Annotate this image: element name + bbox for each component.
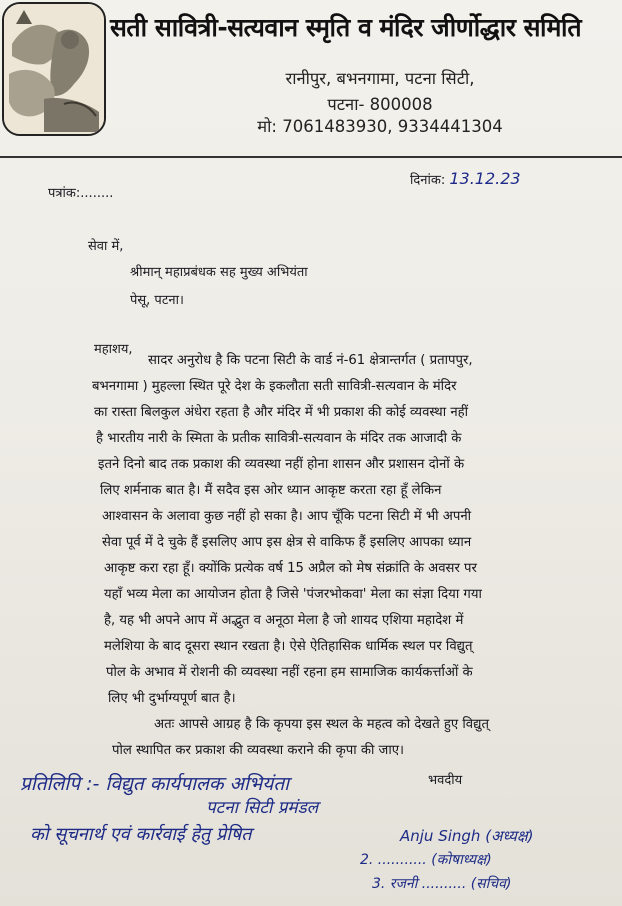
date-label (410, 169, 521, 188)
body-line: पोल के अभाव में रोशनी की व्यवस्था नहीं रहना हम सामाजिक कार्यकर्त्ताओं के (106, 665, 473, 680)
header-divider (0, 156, 622, 158)
handwritten-copy-line-2: पटना सिटी प्रमंडल (206, 798, 319, 818)
closing-bhavdiya: भवदीय (428, 773, 463, 788)
address-line-1: रानीपुर, बभनगामा, पटना सिटी, (285, 69, 475, 88)
place-line: पेसू, पटना। (130, 293, 184, 308)
body-line: है, यह भी अपने आप में अद्भुत व अनूठा मेला है जो शायद एशिया महादेश में (104, 613, 464, 628)
body-line: इतने दिनो बाद तक प्रकाश की व्यवस्था नहीं होना शासन और प्रशासन दोनों के (98, 457, 465, 472)
organisation-title: सती सावित्री-सत्यवान स्मृति व मंदिर जीर्णोद्धार समिति (110, 13, 582, 42)
date-value: 13.12.23 (449, 169, 521, 188)
handwritten-signer-1: Anju Singh (अध्यक्ष) (400, 827, 534, 845)
date-caption: दिनांक: (410, 173, 446, 188)
handwritten-signer-2: 2. ........... (कोषाध्यक्ष) (360, 852, 492, 868)
body-line: लिए शर्मनाक बात है। मैं सदैव इस ओर ध्यान आकृष्ट करता रहा हूँ लेकिन (100, 483, 442, 498)
address-line-2: पटना- 800008 (327, 95, 433, 114)
to-line: सेवा में, (88, 239, 124, 254)
body-line: है भारतीय नारी के स्मिता के प्रतीक सावित्री-सत्यवान के मंदिर तक आजादी के (96, 431, 462, 446)
body-line: मलेशिया के बाद दूसरा स्थान रखता है। ऐसे ऐतिहासिक धार्मिक स्थल पर विद्युत् (104, 639, 473, 654)
deity-logo (2, 2, 106, 136)
body-line: सेवा पूर्व में दे चुके हैं इसलिए आप इस क्षेत्र से वाकिफ हैं इसलिए आपका ध्यान (102, 535, 472, 550)
body-line: आश्वासन के अलावा कुछ नहीं हो सका है। आप चूँकि पटना सिटी में भी अपनी (102, 509, 472, 524)
body-line: आकृष्ट करा रहा हूँ। क्योंकि प्रत्येक वर्ष 15 अप्रैल को मेष संक्रांति के अवसर पर (104, 561, 477, 576)
body-line: सादर अनुरोध है कि पटना सिटी के वार्ड नं-61 क्षेत्रान्तर्गत ( प्रतापपुर, (148, 353, 473, 368)
body-line: का रास्ता बिलकुल अंधेरा रहता है और मंदिर में भी प्रकाश की कोई व्यवस्था नहीं (94, 405, 469, 420)
salutation: महाशय, (94, 342, 133, 357)
body-line: अतः आपसे आग्रह है कि कृपया इस स्थल के महत्व को देखते हुए विद्युत् (154, 717, 489, 732)
phone-line: मो: 7061483930, 9334441304 (257, 117, 503, 136)
body-line: बभनगामा ) मुहल्ला स्थित पूरे देश के इकलौता सती सावित्री-सत्यवान के मंदिर (92, 379, 457, 394)
handwritten-copy-line-3: को सूचनार्थ एवं कार्रवाई हेतु प्रेषित (30, 824, 252, 845)
body-line: लिए भी दुर्भाग्यपूर्ण बात है। (108, 691, 236, 706)
reference-label: पत्रांक:........ (48, 186, 114, 201)
body-line: पोल स्थापित कर प्रकाश की व्यवस्था कराने की कृपा की जाए। (112, 743, 405, 758)
recipient-line: श्रीमान् महाप्रबंधक सह मुख्य अभियंता (130, 265, 308, 280)
body-line: यहाँ भव्य मेला का आयोजन होता है जिसे 'पंजरभोकवा' मेला का संज्ञा दिया गया (104, 587, 482, 602)
handwritten-copy-line: प्रतिलिपि :- विद्युत कार्यपालक अभियंता (20, 773, 290, 795)
handwritten-signer-3: 3. रजनी .......... (सचिव) (372, 876, 512, 892)
